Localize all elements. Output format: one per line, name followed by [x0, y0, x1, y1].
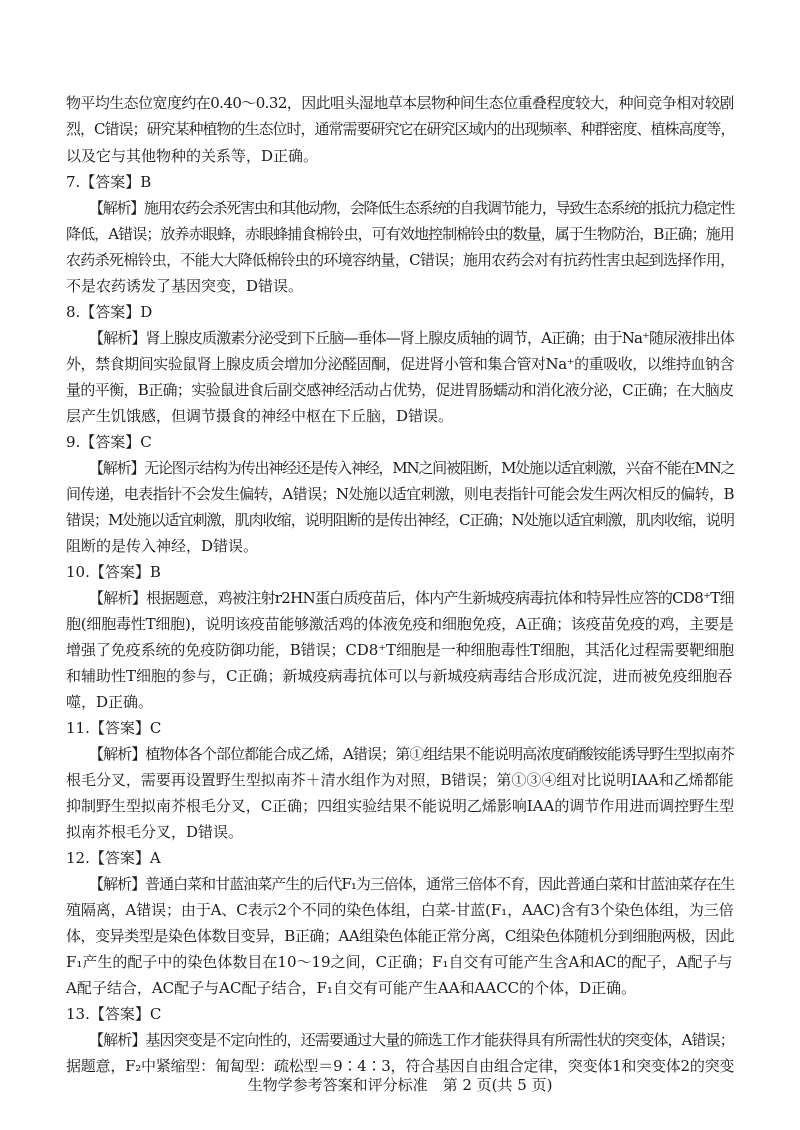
analysis-line: 【解析】无论图示结构为传出神经还是传入神经，MN之间被阻断，M处施以适宜刺激，兴奋不能在MN之 — [89, 459, 735, 477]
analysis-line: 【解析】根据题意，鸡被注射r2HN蛋白质疫苗后，体内产生新城疫病毒抗体和特异性应答的CD8⁺T细 — [89, 589, 734, 607]
text-line: 外，禁食期间实验鼠肾上腺皮质会增加分泌醛固酮，促进肾小管和集合管对Na⁺的重吸收，以维持血钠含 — [66, 355, 734, 373]
text-line: 体，变异类型是染色体数目变异，B正确；AA组染色体能正常分离，C组染色体随机分到细胞两极，因此 — [66, 927, 735, 945]
text-line: 以及它与其他物种的关系等，D正确。 — [66, 147, 319, 165]
analysis-line: 【解析】基因突变是不定向性的，还需要通过大量的筛选工作才能获得具有所需性状的突变体，A错误； — [89, 1031, 734, 1049]
answer-heading-12: 12.【答案】A — [66, 849, 161, 867]
text-line: 农药杀死棉铃虫，不能大大降低棉铃虫的环境容纳量，C错误；施用农药会对有抗药性害虫起到选择作用， — [66, 251, 735, 269]
text-line: 不是农药诱发了基因突变，D错误。 — [66, 277, 304, 295]
text-line: 烈，C错误；研究某种植物的生态位时，通常需要研究它在研究区域内的出现频率、种群密度、植株高度等， — [66, 120, 735, 138]
answer-heading-11: 11.【答案】C — [66, 719, 162, 737]
analysis-line: 【解析】普通白菜和甘蓝油菜产生的后代F₁为三倍体，通常三倍体不育，因此普通白菜和甘蓝油菜存在生 — [89, 875, 735, 893]
text-line: 根毛分叉，需要再设置野生型拟南芥＋清水组作为对照，B错误；第①③④组对比说明IAA和乙烯都能 — [66, 771, 734, 789]
page-footer: 生物学参考答案和评分标准 第 2 页(共 5 页) — [247, 1076, 553, 1094]
text-line: 降低，A错误；放养赤眼蜂，赤眼蜂捕食棉铃虫，可有效地控制棉铃虫的数量，属于生物防治，B正确；施用 — [66, 225, 734, 243]
analysis-line: 【解析】植物体各个部位都能合成乙烯，A错误；第①组结果不能说明高浓度硝酸铵能诱导野生型拟南芥 — [89, 745, 734, 763]
text-line: 物平均生态位宽度约在0.40～0.32，因此咀头湿地草本层物种间生态位重叠程度较大，种间竞争相对较剧 — [66, 94, 734, 112]
analysis-line: 【解析】肾上腺皮质激素分泌受到下丘脑—垂体—肾上腺皮质轴的调节，A正确；由于Na⁺随尿液排出体 — [89, 329, 734, 347]
text-line: 增强了免疫系统的免疫防御功能，B错误；CD8⁺T细胞是一种细胞毒性T细胞，其活化过程需要靶细胞 — [66, 641, 735, 659]
text-line: 阻断的是传入神经，D错误。 — [66, 537, 259, 555]
text-line: 胞(细胞毒性T细胞)，说明该疫苗能够激活鸡的体液免疫和细胞免疫，A正确；该疫苗免疫的鸡，主要是 — [66, 615, 734, 633]
answer-heading-9: 9.【答案】C — [66, 433, 152, 451]
answer-heading-10: 10.【答案】B — [66, 563, 161, 581]
text-line: 量的平衡，B正确；实验鼠进食后副交感神经活动占优势，促进胃肠蠕动和消化液分泌，C正确；在大脑皮 — [66, 381, 734, 399]
text-line: 和辅助性T细胞的参与，C正确；新城疫病毒抗体可以与新城疫病毒结合形成沉淀，进而被免疫细胞吞 — [66, 667, 733, 685]
text-line: A配子结合，AC配子与AC配子结合，F₁自交有可能产生AA和AACC的个体，D正确。 — [66, 979, 637, 997]
text-line: 层产生饥饿感，但调节摄食的神经中枢在下丘脑，D错误。 — [66, 407, 454, 425]
text-line: 据题意，F₂中紧缩型：匍匐型：疏松型＝9∶4∶3，符合基因自由组合定律，突变体1和突变体2的突变 — [66, 1057, 735, 1075]
analysis-line: 【解析】施用农药会杀死害虫和其他动物，会降低生态系统的自我调节能力，导致生态系统的抵抗力稳定性 — [89, 199, 735, 217]
text-line: 拟南芥根毛分叉，D错误。 — [66, 823, 244, 841]
answer-heading-13: 13.【答案】C — [66, 1005, 162, 1023]
answer-heading-7: 7.【答案】B — [66, 173, 152, 191]
answer-heading-8: 8.【答案】D — [66, 303, 153, 321]
text-line: 错误；M处施以适宜刺激，肌肉收缩，说明阻断的是传出神经，C正确；N处施以适宜刺激，肌肉收缩，说明 — [66, 511, 734, 529]
text-line: 殖隔离，A错误；由于A、C表示2个不同的染色体组，白菜-甘蓝(F₁，AAC)含有3个染色体组，为三倍 — [66, 901, 734, 919]
text-line: F₁产生的配子中的染色体数目在10～19之间，C正确；F₁自交有可能产生含A和AC的配子，A配子与 — [66, 953, 733, 971]
text-line: 抑制野生型拟南芥根毛分叉，C正确；四组实验结果不能说明乙烯影响IAA的调节作用进而调控野生型 — [66, 797, 735, 815]
text-line: 噬，D正确。 — [66, 693, 154, 711]
text-line: 间传递，电表指针不会发生偏转，A错误；N处施以适宜刺激，则电表指针可能会发生两次相反的偏转，B — [66, 485, 734, 503]
